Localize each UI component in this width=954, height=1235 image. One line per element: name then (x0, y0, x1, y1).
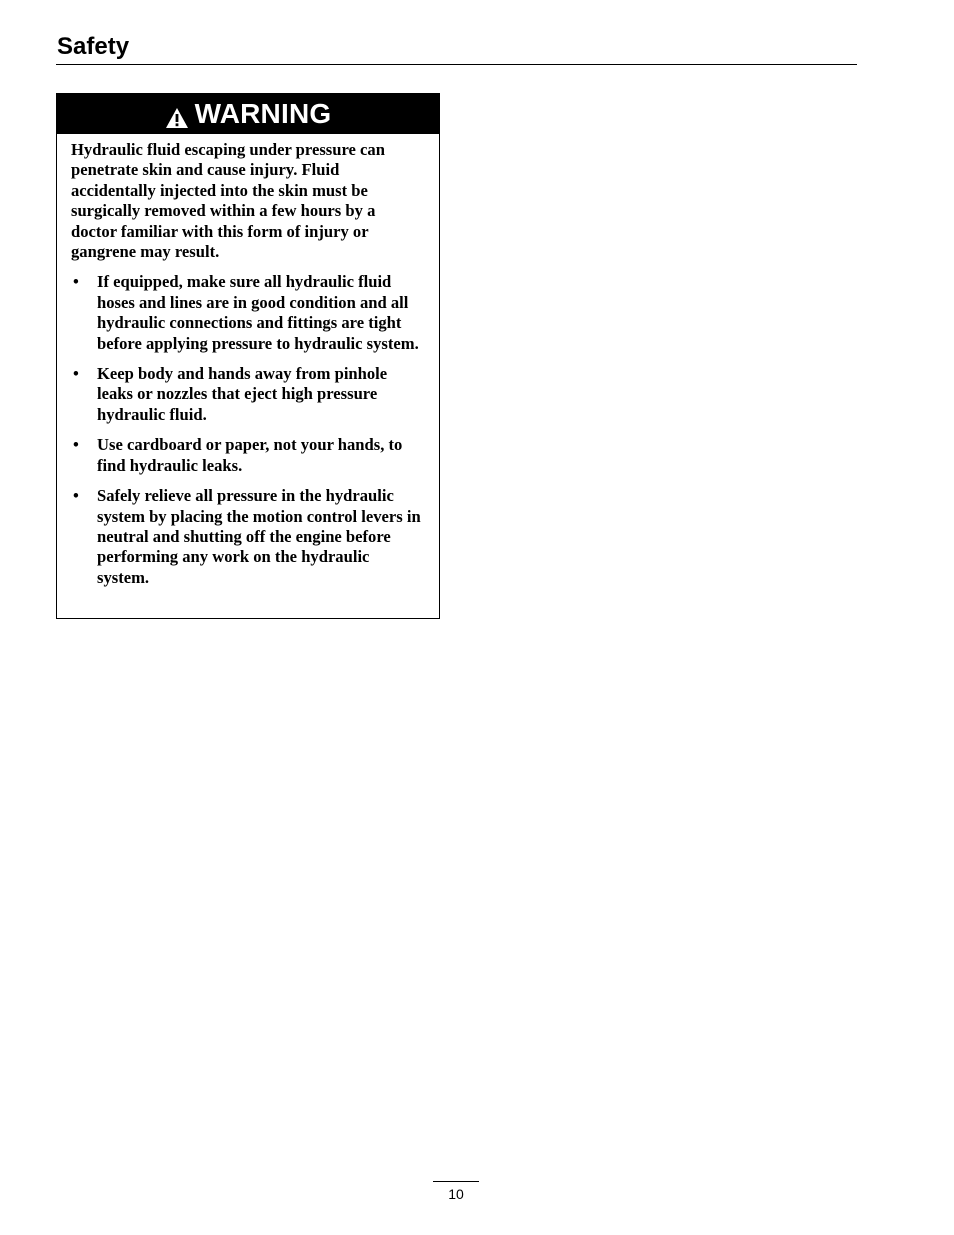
page-number: 10 (448, 1186, 464, 1202)
list-item-text: If equipped, make sure all hydraulic fluid hoses and lines are in good condition and all hydraulic connections and fittings are tight before applying pressure to hydraulic system. (97, 272, 419, 353)
bullet-glyph: • (73, 364, 79, 384)
list-item (71, 364, 425, 425)
warning-list (71, 272, 425, 588)
section-title: Safety (57, 33, 130, 60)
warning-intro: Hydraulic fluid escaping under pressure can penetrate skin and cause injury. Fluid accidentally injected into the skin must be surgically removed within a few hours by a doctor familiar with this form of injury or gangrene may result. (71, 140, 385, 262)
header-divider (56, 64, 857, 65)
warning-box (56, 93, 440, 619)
bullet-glyph: • (73, 272, 79, 292)
list-item (71, 435, 425, 476)
warning-header (57, 94, 439, 134)
list-item-text: Safely relieve all pressure in the hydraulic system by placing the motion control levers in neutral and shutting off the engine before performing any work on the hydraulic system. (97, 486, 421, 587)
warning-body (57, 134, 439, 588)
list-item (71, 486, 425, 588)
alert-triangle-icon (165, 104, 189, 126)
list-item (71, 272, 425, 354)
warning-signal-word: WARNING (194, 98, 332, 129)
list-item-text: Keep body and hands away from pinhole leaks or nozzles that eject high pressure hydraulic fluid. (97, 364, 388, 424)
bullet-glyph: • (73, 435, 79, 455)
bullet-glyph: • (73, 486, 79, 506)
footer-divider (433, 1181, 479, 1182)
list-item-text: Use cardboard or paper, not your hands, to find hydraulic leaks. (97, 435, 403, 475)
